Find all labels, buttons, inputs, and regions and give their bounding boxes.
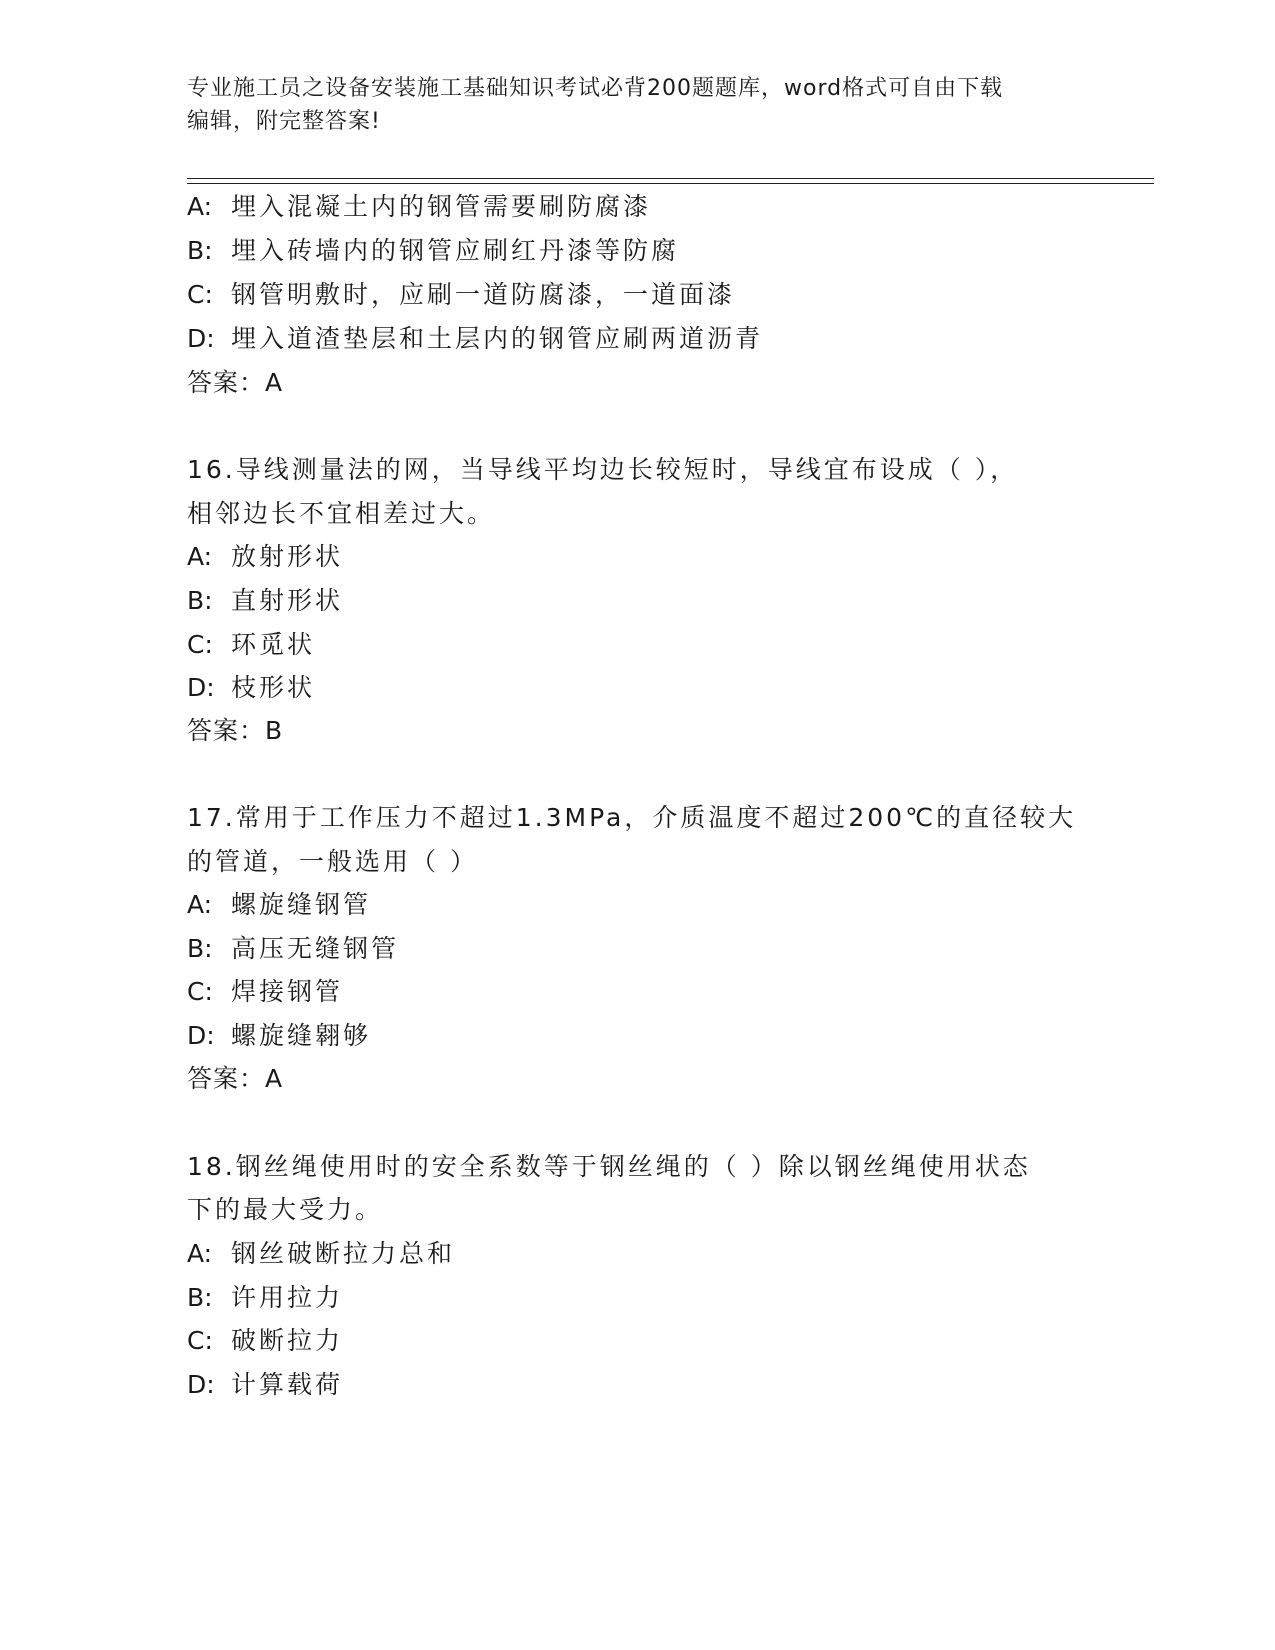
option-text: 埋入砖墙内的钢管应刷红丹漆等防腐 [231, 236, 680, 265]
q16-answer: 答案：B [187, 716, 284, 745]
q18-stem-line-2: 下的最大受力。 [187, 1195, 384, 1224]
q15-option-d [187, 324, 763, 354]
option-letter: B: [187, 1283, 213, 1312]
option-text: 埋入混凝土内的钢管需要刷防腐漆 [231, 192, 652, 221]
option-letter: B: [187, 236, 213, 265]
q17-stem-line-2: 的管道，一般选用（ ） [187, 847, 478, 876]
q16-stem-line-2: 相邻边长不宜相差过大。 [187, 499, 496, 528]
header-divider-bottom [187, 183, 1154, 184]
option-letter: A: [187, 1239, 213, 1268]
option-letter: D: [187, 1370, 215, 1399]
option-letter: B: [187, 586, 213, 615]
document-header [187, 72, 1087, 138]
option-letter: D: [187, 1021, 215, 1050]
option-text: 枝形状 [231, 673, 316, 702]
option-letter: A: [187, 192, 213, 221]
option-letter: D: [187, 324, 215, 353]
header-divider-top [187, 178, 1154, 179]
q15-option-c [187, 280, 735, 310]
q15-option-b [187, 236, 679, 266]
q18-option-c [187, 1326, 343, 1356]
q17-option-b [187, 934, 399, 964]
q15-answer: 答案：A [187, 368, 284, 397]
q18-option-d [187, 1370, 343, 1400]
option-text: 钢管明敷时，应刷一道防腐漆，一道面漆 [231, 280, 736, 309]
q16-stem-line-1: 16.导线测量法的网，当导线平均边长较短时，导线宜布设成（ ）， [187, 455, 1019, 484]
q17-stem-line-1: 17.常用于工作压力不超过1.3MPa，介质温度不超过200℃的直径较大 [187, 803, 1077, 832]
option-text: 直射形状 [231, 586, 344, 615]
q16-option-a [187, 542, 343, 572]
option-text: 螺旋缝钢管 [231, 890, 372, 919]
header-line-2: 编辑，附完整答案! [187, 109, 381, 134]
option-letter: A: [187, 890, 213, 919]
q16-option-c [187, 630, 315, 660]
header-line-1: 专业施工员之设备安装施工基础知识考试必背200题题库，word格式可自由下载 [187, 76, 1004, 101]
option-text: 钢丝破断拉力总和 [231, 1239, 456, 1268]
option-letter: A: [187, 542, 213, 571]
q17-option-d [187, 1021, 371, 1051]
q16-option-d [187, 673, 315, 703]
option-letter: C: [187, 977, 213, 1006]
option-text: 破断拉力 [231, 1326, 344, 1355]
option-text: 高压无缝钢管 [231, 934, 400, 963]
q18-stem-line-1: 18.钢丝绳使用时的安全系数等于钢丝绳的（ ）除以钢丝绳使用状态 [187, 1152, 1031, 1181]
q17-option-c [187, 977, 343, 1007]
option-text: 焊接钢管 [231, 977, 344, 1006]
option-text: 埋入道渣垫层和土层内的钢管应刷两道沥青 [231, 324, 764, 353]
q16-option-b [187, 586, 343, 616]
option-letter: C: [187, 1326, 213, 1355]
option-text: 放射形状 [231, 542, 344, 571]
q18-option-b [187, 1283, 343, 1313]
option-text: 环觅状 [231, 630, 316, 659]
q15-option-a [187, 192, 651, 222]
option-text: 计算载荷 [231, 1370, 344, 1399]
option-letter: B: [187, 934, 213, 963]
option-letter: C: [187, 630, 213, 659]
option-text: 许用拉力 [231, 1283, 344, 1312]
q17-answer: 答案：A [187, 1064, 284, 1093]
option-letter: D: [187, 673, 215, 702]
q17-option-a [187, 890, 371, 920]
q18-option-a [187, 1239, 455, 1269]
option-text: 螺旋缝翱够 [231, 1021, 372, 1050]
option-letter: C: [187, 280, 213, 309]
